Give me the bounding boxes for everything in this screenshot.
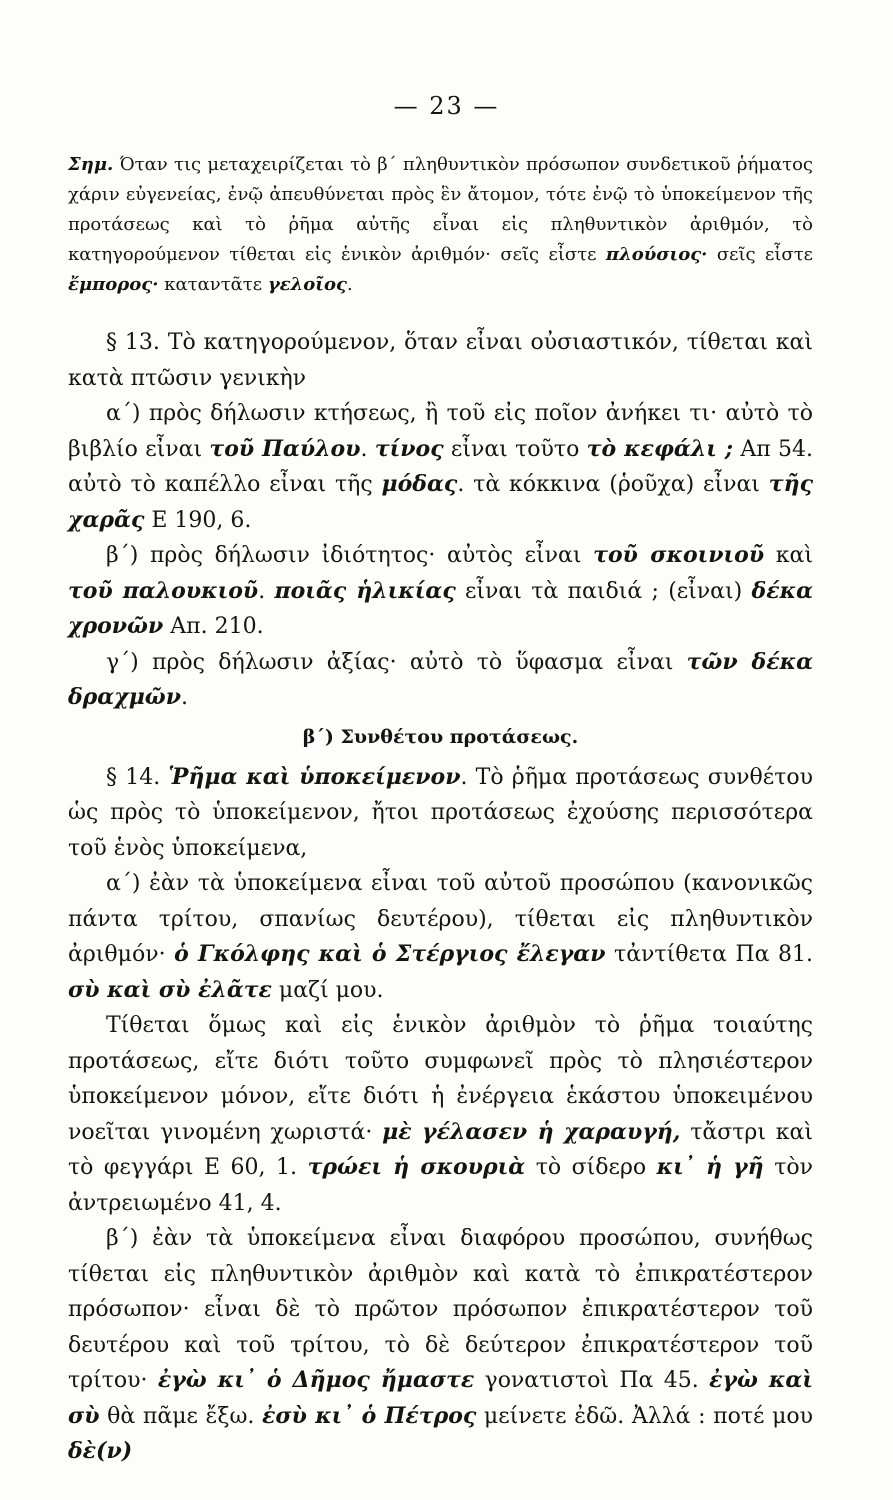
section-13-item-a: α΄) πρὸς δήλωσιν κτήσεως, ἢ τοῦ εἰς ποῖον ἀνήκει τι· αὐτὸ τὸ βιβλίο εἶναι τοῦ Παύλου. τίνος εἶναι τοῦτο τὸ κεφάλι ; Απ 54. αὐτὸ τὸ καπέλλο εἶναι τῆς μόδας. τὰ κόκκινα (ῥοῦχα) εἶναι τῆς χαρᾶς Ε 190, 6. — [68, 401, 813, 533]
section-14-paragraph: Τίθεται ὅμως καὶ εἰς ἑνικὸν ἀριθμὸν τὸ ῥῆμα τοιαύτης προτάσεως, εἴτε διότι τοῦτο συμφωνεῖ πρὸς τὸ πλησιέστερον ὑποκείμενον μόνον, εἴτε διότι ἡ ἐνέργεια ἑκάστου ὑποκειμένου νοεῖται γινομένη χωριστά· μὲ γέλασεν ἡ χαραυγή, τἄστρι καὶ τὸ φεγγάρι Ε 60, 1. τρώει ἡ σκουριὰ τὸ σίδερο κι᾽ ἡ γῆ τὸν ἀντρειωμένο 41, 4. — [68, 1013, 813, 1216]
section-heading: β΄) Συνθέτου προτάσεως. — [302, 725, 579, 748]
page-number: — 23 — — [393, 92, 500, 120]
section-14-item-a: α΄) ἐὰν τὰ ὑποκείμενα εἶναι τοῦ αὐτοῦ προσώπου (κανονικῶς πάντα τρίτου, σπανίως δευτέρου), τίθεται εἰς πληθυντικὸν ἀριθμόν· ὁ Γκόλφης καὶ ὁ Στέργιος ἔλεγαν τἀντίθετα Πα 81. σὺ καὶ σὺ ἐλᾶτε μαζί μου. — [68, 871, 813, 1003]
section-13-intro: § 13. Τὸ κατηγορούμενον, ὅταν εἶναι οὐσιαστικόν, τίθεται καὶ κατὰ πτῶσιν γενικὴν — [68, 330, 813, 391]
section-13-item-b: β΄) πρὸς δήλωσιν ἰδιότητος· αὐτὸς εἶναι τοῦ σκοινιοῦ καὶ τοῦ παλουκιοῦ. ποιᾶς ἡλικίας εἶναι τὰ παιδιά ; (εἶναι) δέκα χρονῶν Απ. 210. — [68, 542, 814, 639]
note-label: Σημ. — [68, 154, 114, 175]
section-14-item-b: β΄) ἐὰν τὰ ὑποκείμενα εἶναι διαφόρου προσώπου, συνήθως τίθεται εἰς πληθυντικὸν ἀριθμὸν καὶ κατὰ τὸ ἐπικρατέστερον πρόσωπον· εἶναι δὲ τὸ πρῶτον πρόσωπον ἐπικρατέστερον τοῦ δευτέρου καὶ τοῦ τρίτου, τὸ δὲ δεύτερον ἐπικρατέστερον τοῦ τρίτου· ἐγὼ κι᾽ ὁ Δῆμος ἤμαστε γονατιστοὶ Πα 45. ἐγὼ καὶ σὺ θὰ πᾶμε ἔξω. ἐσὺ κι᾽ ὁ Πέτρος μείνετε ἐδῶ. Ἀλλά : ποτέ μου δὲ(ν) — [68, 1226, 813, 1464]
main-text — [68, 325, 813, 1470]
section-14-title: Ῥῆμα καὶ ὑποκείμενον — [168, 763, 461, 790]
footnote-remark: Σημ. Όταν τις μεταχειρίζεται τὸ β΄ πληθυντικὸν πρόσωπον συνδετικοῦ ῥήματος χάριν εὐγενείας, ἐνῷ ἀπευθύνεται πρὸς ἓν ἄτομον, τότε ἐνῷ τὸ ὑποκείμενον τῆς προτάσεως καὶ τὸ ῥῆμα αὐτῆς εἶναι εἰς πληθυντικὸν ἀριθμόν, τὸ κατηγορούμενον τίθεται εἰς ἑνικὸν ἀριθμόν· σεῖς εἶστε πλούσιος· σεῖς εἶστε ἔμπορος· καταντᾶτε γελοῖος. — [68, 154, 814, 295]
section-13-item-c: γ΄) πρὸς δήλωσιν ἀξίας· αὐτὸ τὸ ὕφασμα εἶναι τῶν δέκα δραχμῶν. — [68, 648, 813, 710]
section-14-intro: § 14. Ῥῆμα καὶ ὑποκείμενον. Τὸ ῥῆμα προτάσεως συνθέτου ὡς πρὸς τὸ ὑποκείμενον, ἤτοι προτάσεως ἐχούσης περισσότερα τοῦ ἑνὸς ὑποκείμενα, — [68, 763, 813, 861]
